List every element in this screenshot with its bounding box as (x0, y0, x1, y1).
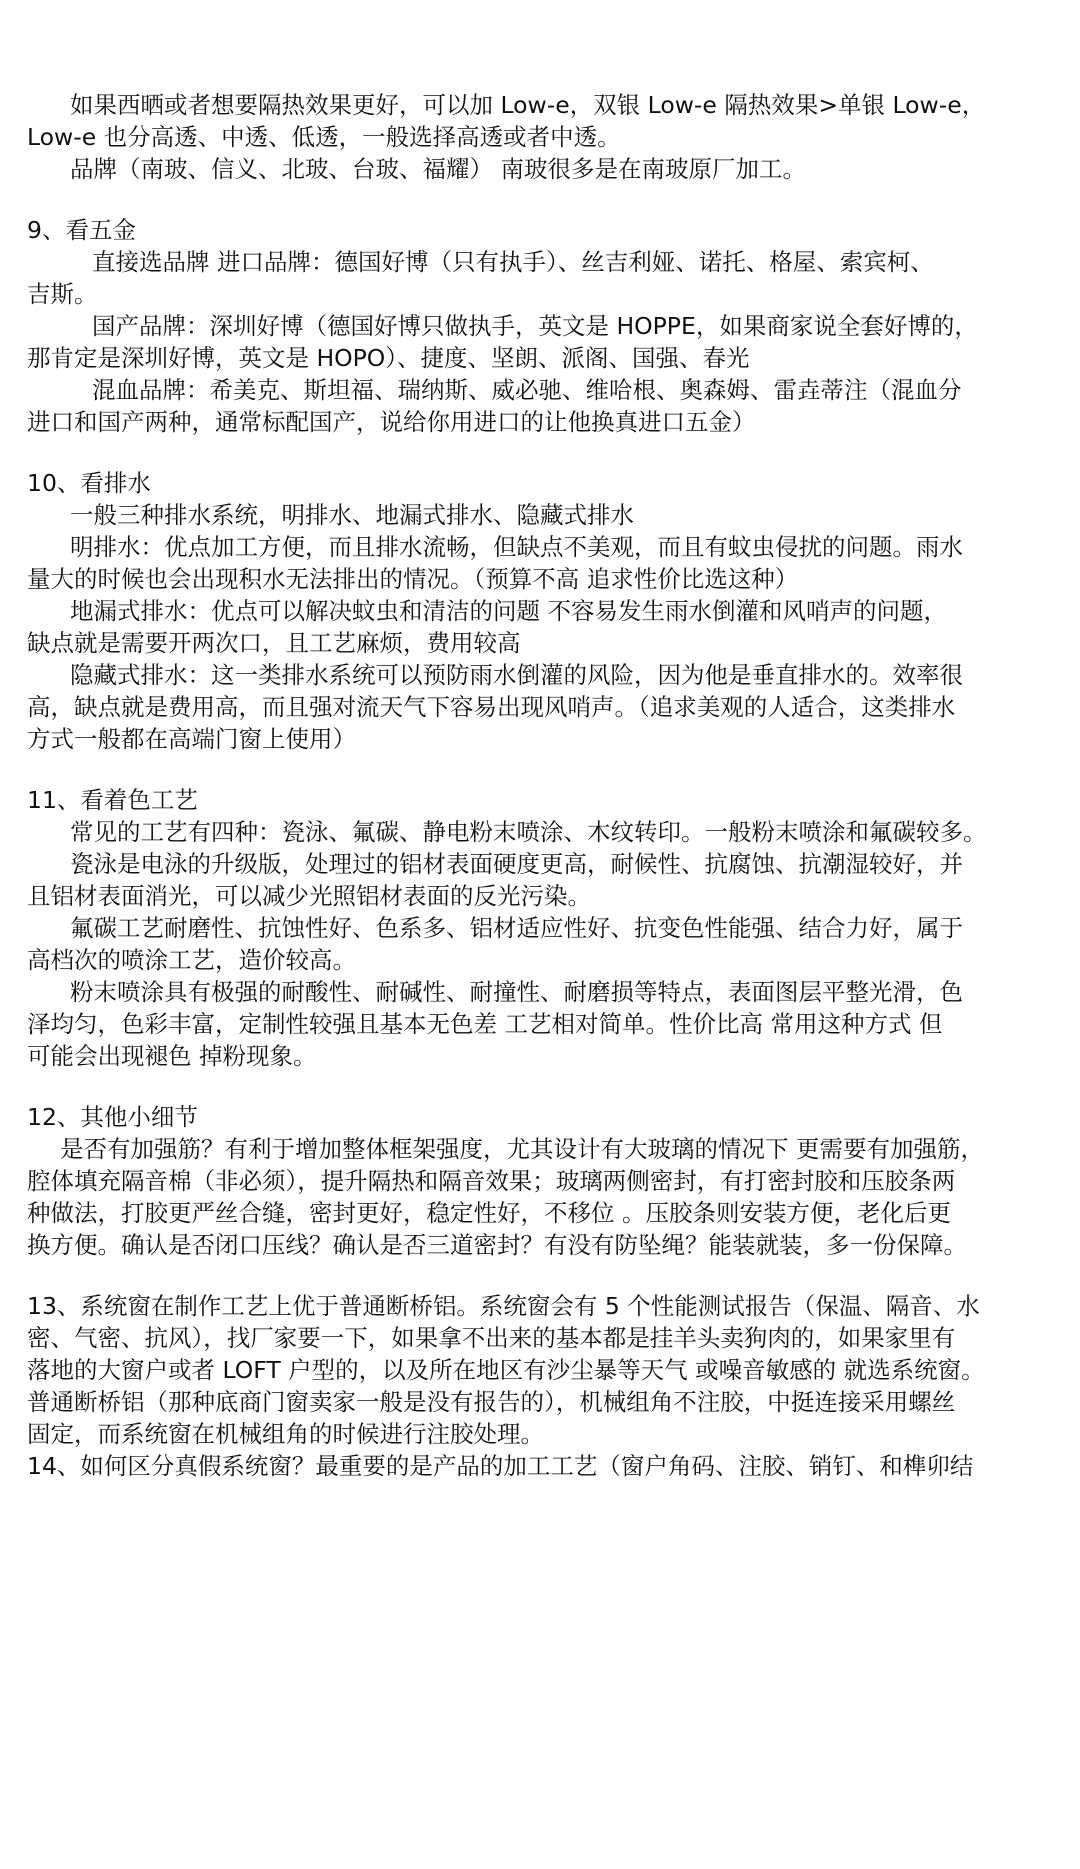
text-line: 泽均匀，色彩丰富，定制性较强且基本无色差 工艺相对简单。性价比高 常用这种方式 但 (27, 1010, 943, 1038)
section-heading: 10、看排水 (27, 469, 151, 497)
text-line: 缺点就是需要开两次口，且工艺麻烦，费用较高 (27, 629, 521, 657)
text-line: 方式一般都在高端门窗上使用） (27, 725, 356, 753)
section-heading: 12、其他小细节 (27, 1103, 198, 1131)
section-heading: 13、系统窗在制作工艺上优于普通断桥铝。系统窗会有 5 个性能测试报告（保温、隔音、水 (27, 1292, 980, 1320)
text-line: 换方便。确认是否闭口压线？确认是否三道密封？有没有防坠绳？能装就装，多一份保障。 (27, 1231, 967, 1259)
text-line: Low-e 也分高透、中透、低透，一般选择高透或者中透。 (27, 123, 621, 151)
text-line: 常见的工艺有四种：瓷泳、氟碳、静电粉末喷涂、木纹转印。一般粉末喷涂和氟碳较多。 (70, 818, 987, 846)
text-line: 粉末喷涂具有极强的耐酸性、耐碱性、耐撞性、耐磨损等特点，表面图层平整光滑，色 (70, 978, 963, 1006)
text-line: 氟碳工艺耐磨性、抗蚀性好、色系多、铝材适应性好、抗变色性能强、结合力好，属于 (70, 914, 963, 942)
text-line: 那肯定是深圳好博，英文是 HOPO）、捷度、坚朗、派阁、国强、春光 (27, 344, 750, 372)
text-line: 且铝材表面消光，可以减少光照铝材表面的反光污染。 (27, 882, 591, 910)
text-line: 混血品牌：希美克、斯坦福、瑞纳斯、威必驰、维哈根、奥森姆、雷垚蒂注（混血分 (92, 376, 962, 404)
text-line: 一般三种排水系统，明排水、地漏式排水、隐藏式排水 (70, 501, 634, 529)
text-line: 种做法，打胶更严丝合缝，密封更好，稳定性好，不移位 。压胶条则安装方便，老化后更 (27, 1199, 951, 1227)
text-line: 高档次的喷涂工艺，造价较高。 (27, 946, 356, 974)
text-line: 隐藏式排水：这一类排水系统可以预防雨水倒灌的风险，因为他是垂直排水的。效率很 (70, 661, 963, 689)
text-line: 可能会出现褪色 掉粉现象。 (27, 1042, 317, 1070)
section-heading: 14、如何区分真假系统窗？最重要的是产品的加工工艺（窗户角码、注胶、销钉、和榫卯结 (27, 1452, 974, 1480)
text-line: 进口和国产两种，通常标配国产，说给你用进口的让他换真进口五金） (27, 408, 756, 436)
text-line: 瓷泳是电泳的升级版，处理过的铝材表面硬度更高，耐候性、抗腐蚀、抗潮湿较好，并 (70, 850, 963, 878)
text-line: 明排水：优点加工方便，而且排水流畅，但缺点不美观，而且有蚊虫侵扰的问题。雨水 (70, 533, 963, 561)
text-line: 密、气密、抗风），找厂家要一下，如果拿不出来的基本都是挂羊头卖狗肉的，如果家里有 (27, 1324, 956, 1352)
text-line: 品牌（南玻、信义、北玻、台玻、福耀） 南玻很多是在南玻原厂加工。 (70, 155, 806, 183)
text-line: 普通断桥铝（那种底商门窗卖家一般是没有报告的），机械组角不注胶，中挺连接采用螺丝 (27, 1388, 956, 1416)
text-line: 直接选品牌 进口品牌：德国好博（只有执手）、丝吉利娅、诺托、格屋、索宾柯、 (92, 248, 934, 276)
text-line: 是否有加强筋？有利于增加整体框架强度，尤其设计有大玻璃的情况下 更需要有加强筋， (60, 1135, 984, 1163)
text-line: 如果西晒或者想要隔热效果更好，可以加 Low-e，双银 Low-e 隔热效果>单银 Low-e， (70, 91, 986, 119)
text-line: 落地的大窗户或者 LOFT 户型的，以及所在地区有沙尘暴等天气 或噪音敏感的 就选系统窗。 (27, 1356, 985, 1384)
section-heading: 9、看五金 (27, 216, 136, 244)
text-line: 量大的时候也会出现积水无法排出的情况。（预算不高 追求性价比选这种） (27, 565, 799, 593)
section-heading: 11、看着色工艺 (27, 786, 198, 814)
text-line: 地漏式排水：优点可以解决蚊虫和清洁的问题 不容易发生雨水倒灌和风哨声的问题， (70, 597, 947, 625)
text-line: 吉斯。 (27, 280, 98, 308)
text-line: 高，缺点就是费用高，而且强对流天气下容易出现风哨声。（追求美观的人适合，这类排水 (27, 693, 956, 721)
text-line: 国产品牌：深圳好博（德国好博只做执手，英文是 HOPPE，如果商家说全套好博的， (92, 312, 978, 340)
text-line: 腔体填充隔音棉（非必须），提升隔热和隔音效果；玻璃两侧密封，有打密封胶和压胶条两 (27, 1167, 956, 1195)
text-line: 固定，而系统窗在机械组角的时候进行注胶处理。 (27, 1420, 544, 1448)
